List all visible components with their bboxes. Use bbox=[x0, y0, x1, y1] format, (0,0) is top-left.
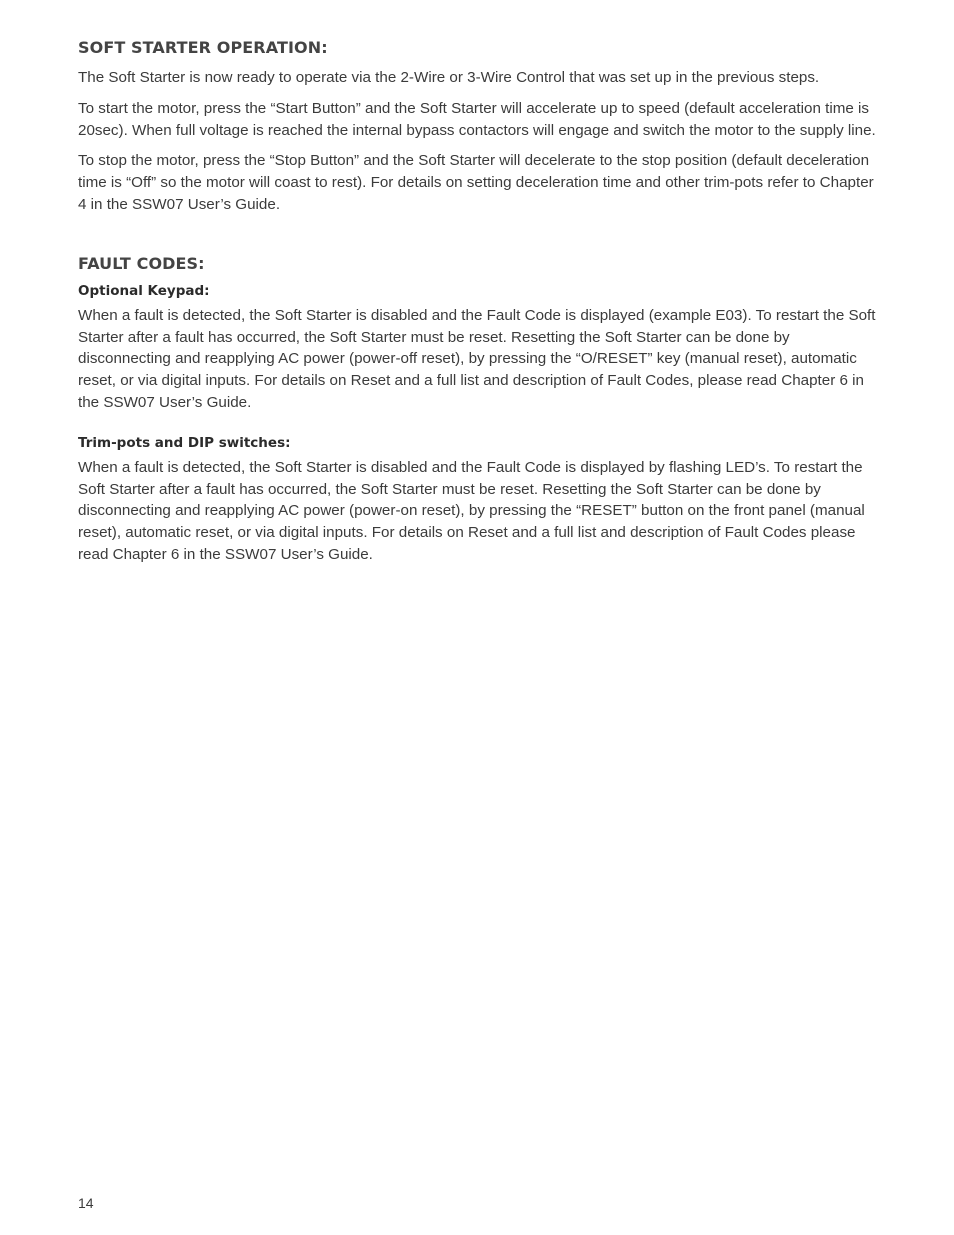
paragraph-optional-keypad: When a fault is detected, the Soft Starter is disabled and the Fault Code is displayed (example E03). To restart the Soft Starter after a fault has occurred, the Soft Starter must be reset. Resetting the Soft Starter can be done by disconnecting and reapplying AC power (power-off reset), by pressing the “O/RESET” key (manual reset), automatic reset, or via digital inputs. For details on Reset and a full list and description of Fault Codes, please read Chapter 6 in the SSW07 User’s Guide. bbox=[78, 306, 876, 411]
subsection-optional-keypad bbox=[78, 283, 878, 414]
section-title-soft-starter-operation: SOFT STARTER OPERATION: bbox=[78, 38, 328, 57]
fault-codes-section bbox=[78, 254, 878, 566]
subsection-title-trim-pots-dip-switches: Trim-pots and DIP switches: bbox=[78, 434, 291, 451]
paragraph-stop-motor: To stop the motor, press the “Stop Button” and the Soft Starter will decelerate to the stop position (default deceleration time is “Off” so the motor will coast to rest). For details on setting deceleration time and other trim-pots refer to Chapter 4 in the SSW07 User’s Guide. bbox=[78, 152, 874, 213]
paragraph-start-motor: To start the motor, press the “Start Button” and the Soft Starter will accelerate up to speed (default acceleration time is 20sec). When full voltage is reached the internal bypass contactors will engage and switch the motor to the supply line. bbox=[78, 99, 876, 139]
soft-starter-operation-section bbox=[78, 38, 878, 216]
paragraph-trim-pots-dip-switches: When a fault is detected, the Soft Starter is disabled and the Fault Code is displayed by flashing LED’s. To restart the Soft Starter after a fault has occurred, the Soft Starter must be reset. Resetting the Soft Starter can be done by disconnecting and reapplying AC power (power-on reset), by pressing the “RESET” button on the front panel (manual reset), automatic reset, or via digital inputs. For details on Reset and a full list and description of Fault Codes please read Chapter 6 in the SSW07 User’s Guide. bbox=[78, 458, 865, 563]
document-page bbox=[78, 38, 878, 575]
section-title-fault-codes: FAULT CODES: bbox=[78, 253, 205, 273]
subsection-trim-pots-dip-switches bbox=[78, 435, 878, 566]
page-number: 14 bbox=[78, 1195, 94, 1211]
paragraph-ready-to-operate: The Soft Starter is now ready to operate via the 2-Wire or 3-Wire Control that was set up in the previous steps. bbox=[78, 69, 820, 86]
subsection-title-optional-keypad: Optional Keypad: bbox=[78, 282, 210, 299]
